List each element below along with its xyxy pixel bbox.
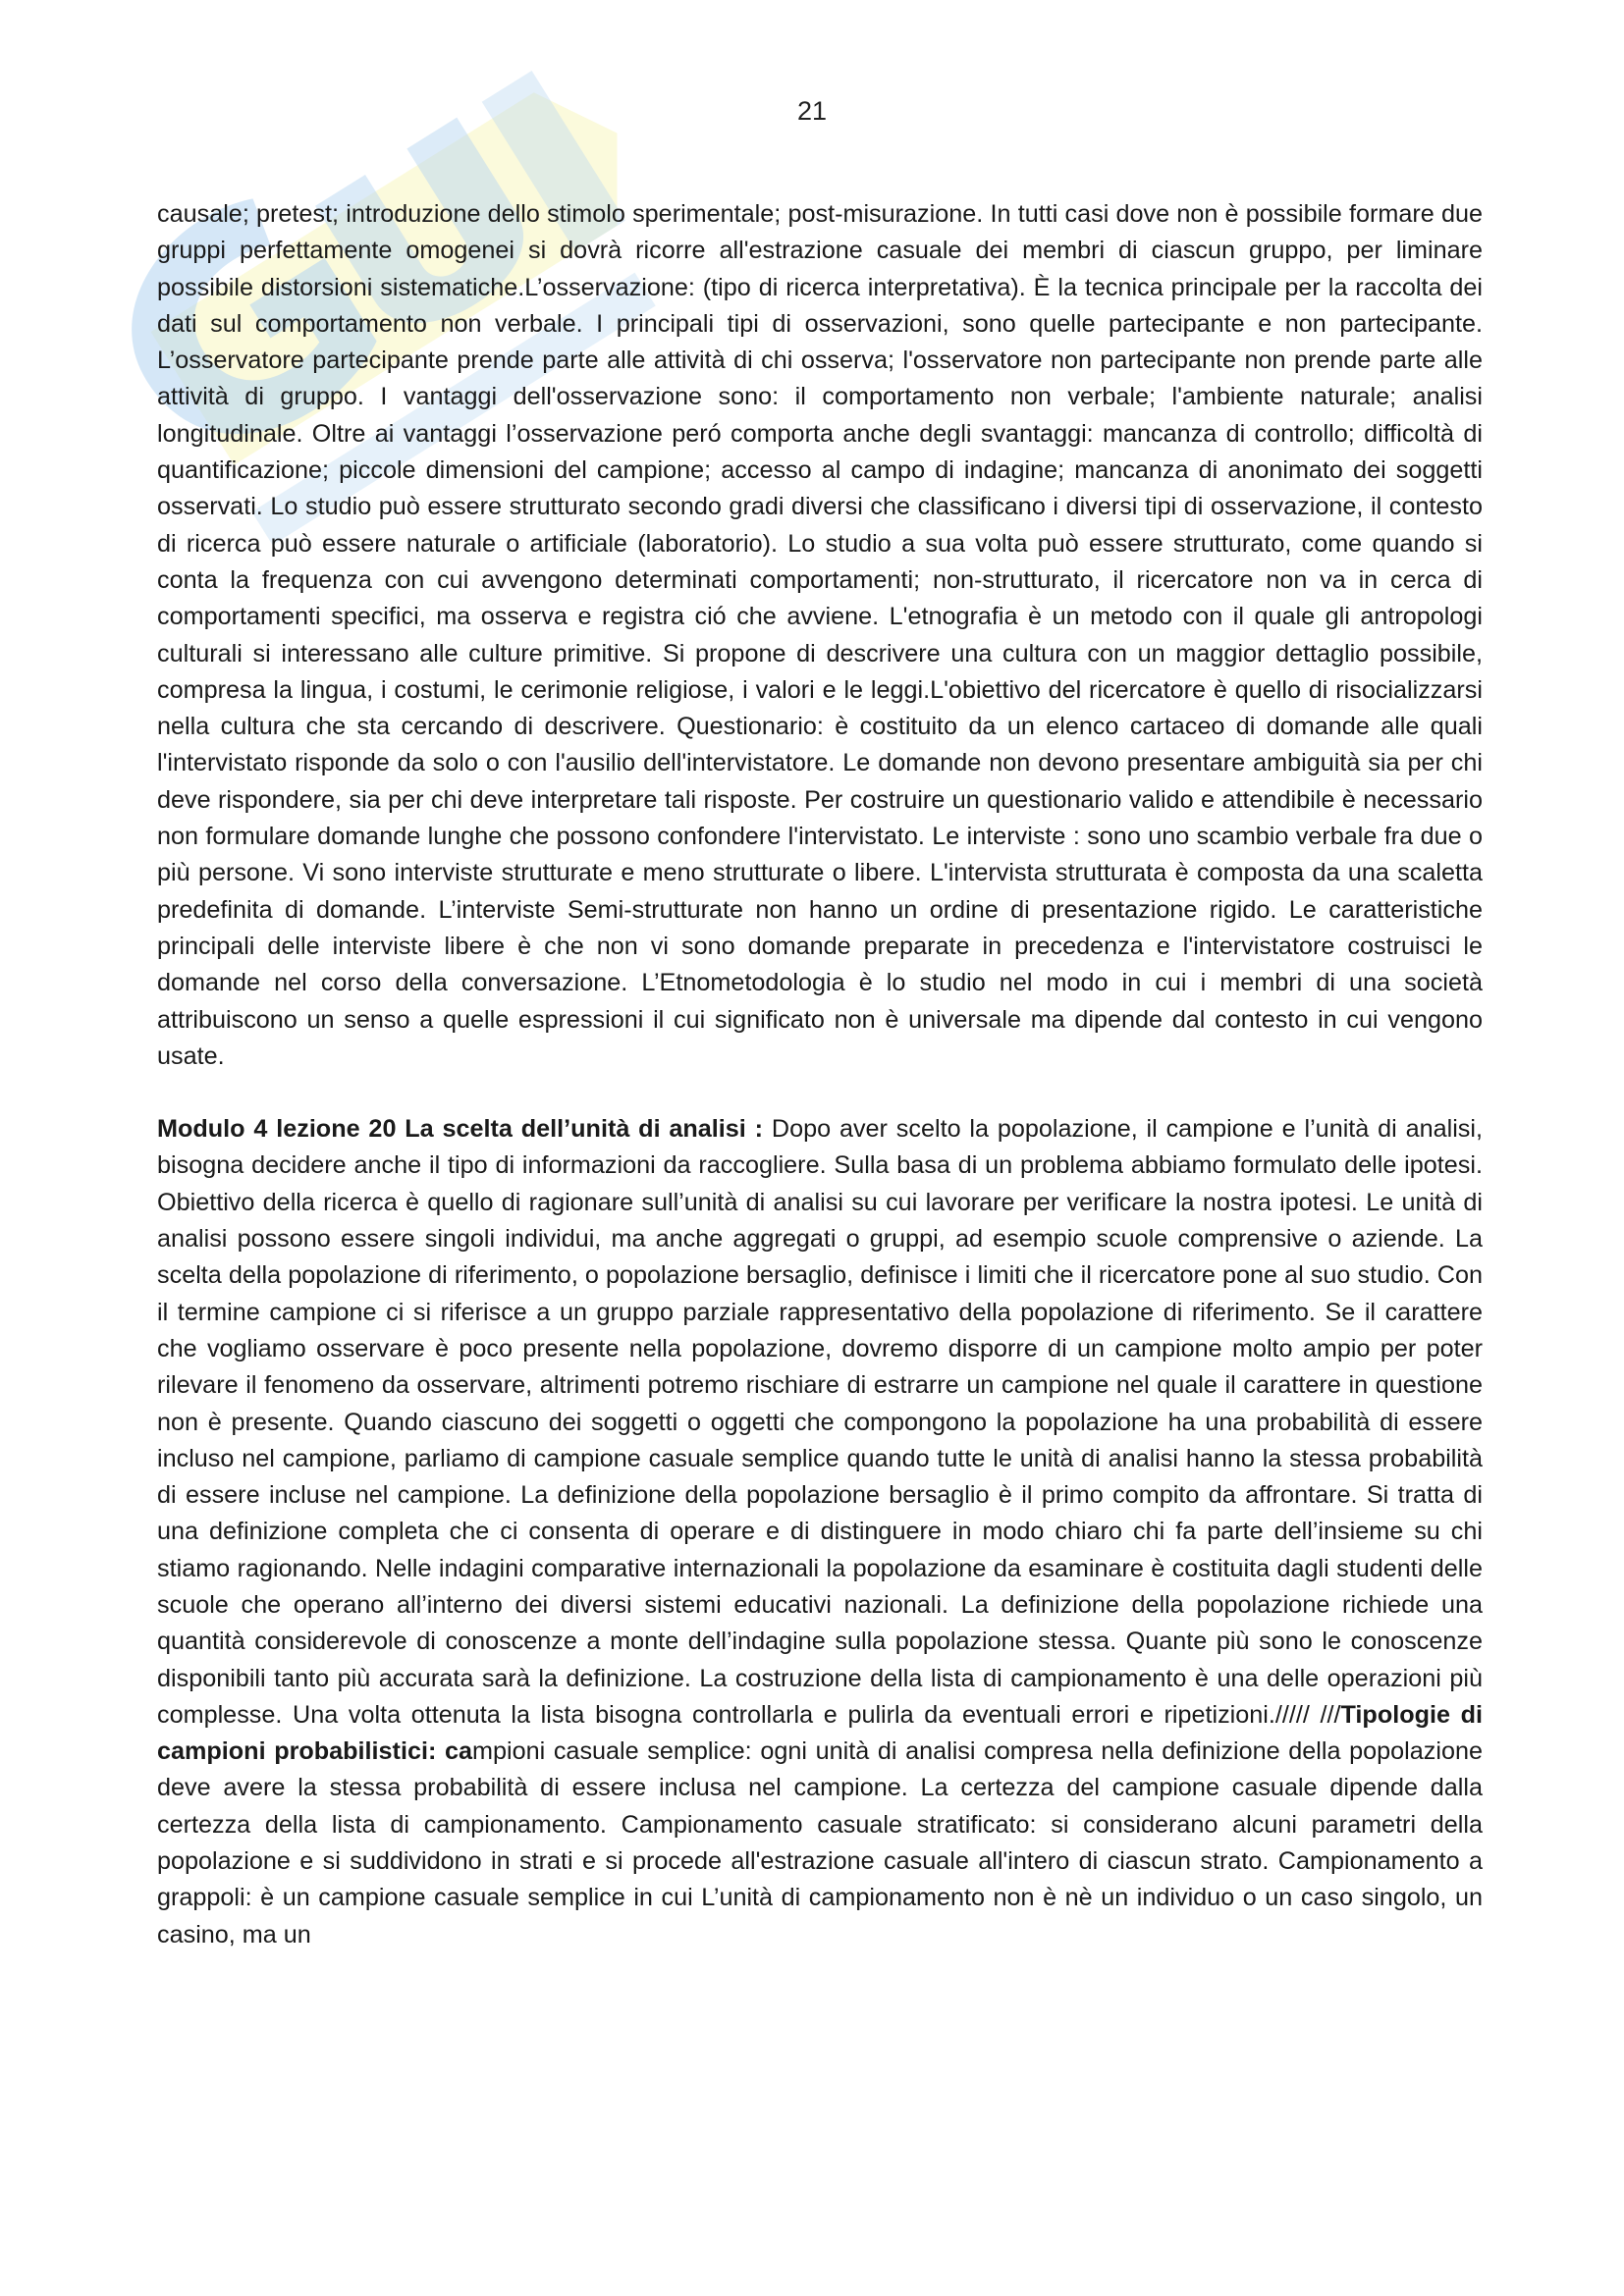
paragraph-module-4-lesson-20 — [157, 1111, 1483, 1953]
paragraph-text: Dopo aver scelto la popolazione, il campione e l’unità di analisi, bisogna decidere anche il tipo di informazioni da raccogliere. Sulla basa di un problema abbiamo formulato delle ipotesi. Obiettivo della ricerca è quello di ragionare sull’unità di analisi su cui lavorare per verificare la nostra ipotesi. Le unità di analisi possono essere singoli individui, ma anche aggregati o gruppi, ad esempio scuole comprensive o aziende. La scelta della popolazione di riferimento, o popolazione bersaglio, definisce i limiti che il ricercatore pone al suo studio. Con il termine campione ci si riferisce a un gruppo parziale rappresentativo della popolazione di riferimento. Se il carattere che vogliamo osservare è poco presente nella popolazione, dovremo disporre di un campione molto ampio per poter rilevare il fenomeno da osservare, altrimenti potremo rischiare di estrarre un campione nel quale il carattere in questione non è presente. Quando ciascuno dei soggetti o oggetti che compongono la popolazione ha una probabilità di essere incluso nel campione, parliamo di campione casuale semplice quando tutte le unità di analisi hanno la stessa probabilità di essere incluse nel campione. La definizione della popolazione bersaglio è il primo compito da affrontare. Si tratta di una definizione completa che ci consenta di operare e di distinguere in modo chiaro chi fa parte dell’insieme su chi stiamo ragionando. Nelle indagini comparative internazionali la popolazione da esaminare è costituita dagli studenti delle scuole che operano all’interno dei diversi sistemi educativi nazionali. La definizione della popolazione richiede una quantità considerevole di conoscenze a monte dell’indagine sulla popolazione stessa. Quante più sono le conoscenze disponibili tanto più accurata sarà la definizione. La costruzione della lista di campionamento è una delle operazioni più complesse. Una volta ottenuta la lista bisogna controllarla e pulirla da eventuali errori e ripetizioni.///// /// — [157, 1115, 1483, 1729]
paragraph-spacer — [157, 1075, 1483, 1111]
paragraph-observation-methods: causale; pretest; introduzione dello stimolo sperimentale; post-misurazione. In tutti casi dove non è possibile formare due gruppi perfettamente omogenei si dovrà ricorre all'estrazione casuale dei membri di ciascun gruppo, per liminare possibile distorsioni sistematiche.L’osservazione: (tipo di ricerca interpretativa). È la tecnica principale per la raccolta dei dati sul comportamento non verbale. I principali tipi di osservazioni, sono quelle partecipante e non partecipante. L’osservatore partecipante prende parte alle attività di chi osserva; l'osservatore non partecipante non prende parte alle attività di gruppo. I vantaggi dell'osservazione sono: il comportamento non verbale; l'ambiente naturale; analisi longitudinale. Oltre ai vantaggi l’osservazione peró comporta anche degli svantaggi: mancanza di controllo; difficoltà di quantificazione; piccole dimensioni del campione; accesso al campo di indagine; mancanza di anonimato dei soggetti osservati. Lo studio può essere strutturato secondo gradi diversi che classificano i diversi tipi di osservazione, il contesto di ricerca può essere naturale o artificiale (laboratorio). Lo studio a sua volta può essere strutturato, come quando si conta la frequenza con cui avvengono determinati comportamenti; non-strutturato, il ricercatore non va in cerca di comportamenti specifici, ma osserva e registra ció che avviene. L'etnografia è un metodo con il quale gli antropologi culturali si interessano alle culture primitive. Si propone di descrivere una cultura con un maggior dettaglio possibile, compresa la lingua, i costumi, le cerimonie religiose, i valori e le leggi.L'obiettivo del ricercatore è quello di risocializzarsi nella cultura che sta cercando di descrivere. Questionario: è costituito da un elenco cartaceo di domande alle quali l'intervistato risponde da solo o con l'ausilio dell'intervistatore. Le domande non devono presentare ambiguità sia per chi deve rispondere, sia per chi deve interpretare tali risposte. Per costruire un questionario valido e attendibile è necessario non formulare domande lunghe che possono confondere l'intervistato. Le interviste : sono uno scambio verbale fra due o più persone. Vi sono interviste strutturate e meno strutturate o libere. L'intervista strutturata è composta da una scaletta predefinita di domande. L’interviste Semi-strutturate non hanno un ordine di presentazione rigido. Le caratteristiche principali delle interviste libere è che non vi sono domande preparate in precedenza e l'intervistatore costruisci le domande nel corso della conversazione. L’Etnometodologia è lo studio nel modo in cui i membri di una società attribuiscono un senso a quelle espressioni il cui significato non è universale ma dipende dal contesto in cui vengono usate. — [157, 200, 1483, 1070]
paragraph-text: mpioni casuale semplice: ogni unità di analisi compresa nella definizione della popolazione deve avere la stessa probabilità di essere inclusa nel campione. La certezza del campione casuale dipende dalla certezza della lista di campionamento. Campionamento casuale stratificato: si considerano alcuni parametri della popolazione e si suddividono in strati e si procede all'estrazione casuale all'intero di ciascun strato. Campionamento a grappoli: è un campione casuale semplice in cui L’unità di campionamento non è nè un individuo o un caso singolo, un casino, ma un — [157, 1737, 1483, 1949]
page-number: 21 — [796, 96, 828, 126]
section-heading: Modulo 4 lezione 20 La scelta dell’unità di analisi : — [157, 1115, 764, 1144]
document-body — [157, 196, 1483, 1953]
section-subheading: Tipologie di campioni probabilistici: ca — [157, 1700, 1483, 1766]
